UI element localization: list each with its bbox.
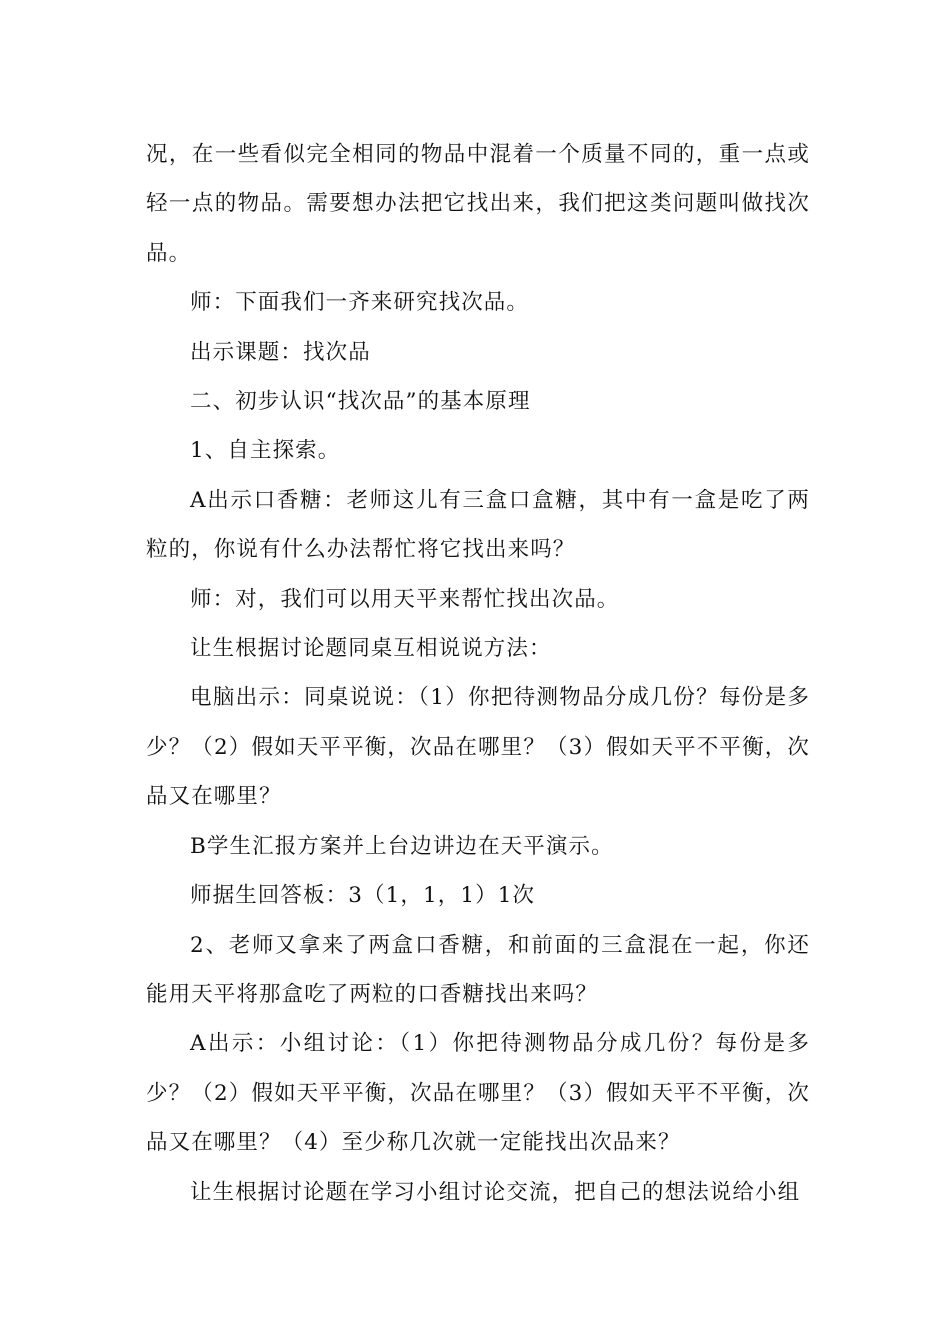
paragraph-6: A出示口香糖：老师这儿有三盒口盒糖，其中有一盒是吃了两粒的，你说有什么办法帮忙将它找出来吗？ bbox=[146, 487, 810, 563]
paragraph-14: 让生根据讨论题在学习小组讨论交流，把自己的想法说给小组 bbox=[190, 1179, 801, 1205]
paragraph-13: A出示：小组讨论：（1）你把待测物品分成几份？每份是多少？（2）假如天平平衡，次品在哪里？（3）假如天平不平衡，次品又在哪里？（4）至少称几次就一定能找出次品来？ bbox=[146, 1031, 810, 1156]
paragraph-12: 2、老师又拿来了两盒口香糖，和前面的三盒混在一起，你还能用天平将那盒吃了两粒的口香糖找出来吗？ bbox=[146, 932, 810, 1007]
section-heading: 二、初步认识“找次品”的基本原理 bbox=[190, 389, 531, 415]
paragraph-10: B学生汇报方案并上台边讲边在天平演示。 bbox=[190, 833, 614, 859]
paragraph-11: 师据生回答板：3（1，1，1）1次 bbox=[190, 883, 536, 909]
paragraph-7: 师：对，我们可以用天平来帮忙找出次品。 bbox=[190, 586, 620, 612]
paragraph-5: 1、自主探索。 bbox=[190, 438, 341, 464]
paragraph-3: 出示课题：找次品 bbox=[190, 339, 371, 365]
paragraph-1: 况，在一些看似完全相同的物品中混着一个质量不同的，重一点或轻一点的物品。需要想办法把它找出来，我们把这类问题叫做找次品。 bbox=[146, 142, 810, 266]
paragraph-9: 电脑出示：同桌说说：（1）你把待测物品分成几份？每份是多少？（2）假如天平平衡，次品在哪里？（3）假如天平不平衡，次品又在哪里？ bbox=[146, 685, 810, 810]
paragraph-2: 师：下面我们一齐来研究找次品。 bbox=[190, 290, 530, 316]
document-body bbox=[146, 130, 810, 1217]
paragraph-8: 让生根据讨论题同桌互相说说方法： bbox=[190, 636, 552, 662]
